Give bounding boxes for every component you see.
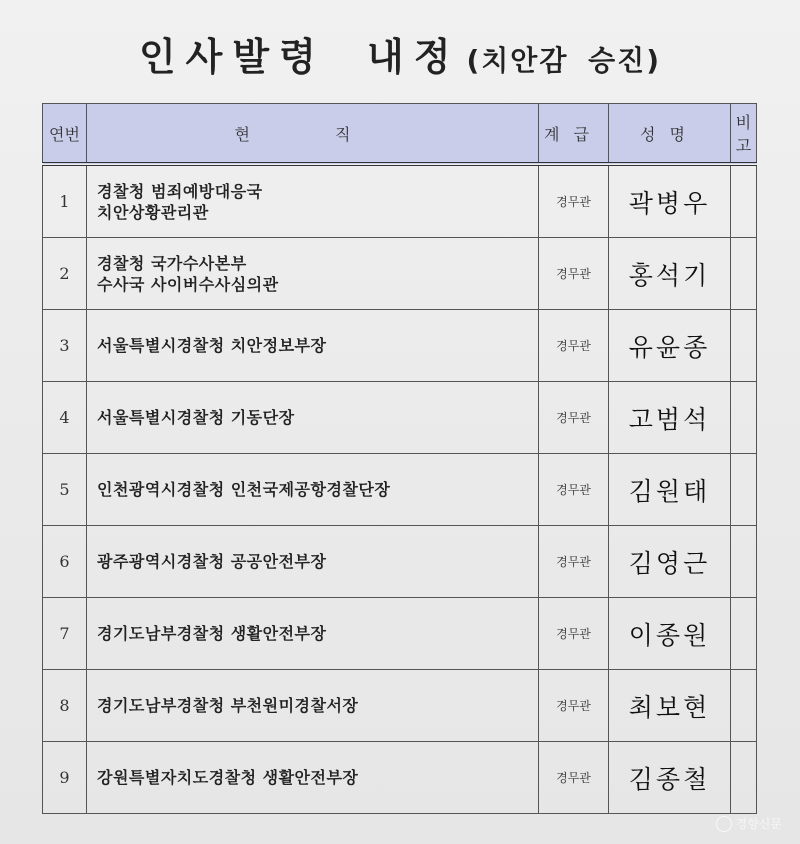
rank: 경무관 — [539, 164, 609, 238]
current-post — [87, 454, 539, 526]
table-row — [43, 526, 757, 598]
table-row — [43, 598, 757, 670]
row-number: 7 — [43, 598, 87, 670]
rank: 경무관 — [539, 670, 609, 742]
current-post — [87, 598, 539, 670]
current-post — [87, 742, 539, 814]
newspaper-logo-icon — [716, 816, 732, 832]
table-row — [43, 454, 757, 526]
appointment-table — [42, 103, 757, 814]
document-title — [0, 26, 800, 81]
note — [731, 742, 757, 814]
current-post — [87, 670, 539, 742]
header-no: 연번 — [43, 104, 87, 165]
person-name: 고범석 — [609, 382, 731, 454]
watermark-text: 경향신문 — [735, 817, 782, 831]
table-row — [43, 238, 757, 310]
rank: 경무관 — [539, 454, 609, 526]
rank: 경무관 — [539, 598, 609, 670]
current-post — [87, 164, 539, 238]
note — [731, 526, 757, 598]
person-name: 최보현 — [609, 670, 731, 742]
note — [731, 454, 757, 526]
table-header-row — [43, 104, 757, 165]
table-row — [43, 164, 757, 238]
person-name: 홍석기 — [609, 238, 731, 310]
watermark — [716, 815, 782, 832]
note — [731, 598, 757, 670]
current-post-line: 인천광역시경찰청 인천국제공항경찰단장 — [97, 480, 391, 499]
row-number: 8 — [43, 670, 87, 742]
table-row — [43, 742, 757, 814]
header-note: 비고 — [731, 104, 757, 165]
table-row — [43, 382, 757, 454]
rank: 경무관 — [539, 238, 609, 310]
header-post: 현 직 — [87, 104, 539, 165]
current-post-line: 서울특별시경찰청 기동단장 — [97, 408, 295, 427]
current-post-line: 강원특별자치도경찰청 생활안전부장 — [97, 768, 359, 787]
person-name: 김영근 — [609, 526, 731, 598]
header-rank: 계급 — [539, 104, 609, 165]
note — [731, 310, 757, 382]
row-number: 4 — [43, 382, 87, 454]
row-number: 3 — [43, 310, 87, 382]
current-post — [87, 238, 539, 310]
rank: 경무관 — [539, 526, 609, 598]
row-number: 1 — [43, 164, 87, 238]
table-row — [43, 310, 757, 382]
rank: 경무관 — [539, 382, 609, 454]
note — [731, 670, 757, 742]
table-row — [43, 670, 757, 742]
note — [731, 164, 757, 238]
row-number: 2 — [43, 238, 87, 310]
title-main: 인사발령 내정 — [138, 35, 461, 79]
person-name: 이종원 — [609, 598, 731, 670]
current-post — [87, 526, 539, 598]
current-post-line: 수사국 사이버수사심의관 — [97, 274, 279, 294]
note — [731, 238, 757, 310]
current-post-line: 치안상황관리관 — [97, 202, 209, 222]
row-number: 5 — [43, 454, 87, 526]
person-name: 유윤종 — [609, 310, 731, 382]
rank: 경무관 — [539, 742, 609, 814]
header-name: 성명 — [609, 104, 731, 165]
current-post — [87, 382, 539, 454]
note — [731, 382, 757, 454]
current-post-line: 경찰청 범죄예방대응국 — [97, 181, 263, 201]
title-sub: (치안감 승진) — [466, 44, 662, 77]
person-name: 김원태 — [609, 454, 731, 526]
current-post-line: 광주광역시경찰청 공공안전부장 — [97, 552, 327, 571]
current-post-line: 경기도남부경찰청 생활안전부장 — [97, 624, 327, 643]
row-number: 6 — [43, 526, 87, 598]
rank: 경무관 — [539, 310, 609, 382]
current-post — [87, 310, 539, 382]
current-post-line: 경찰청 국가수사본부 — [97, 253, 247, 273]
current-post-line: 경기도남부경찰청 부천원미경찰서장 — [97, 696, 359, 715]
person-name: 김종철 — [609, 742, 731, 814]
person-name: 곽병우 — [609, 164, 731, 238]
row-number: 9 — [43, 742, 87, 814]
current-post-line: 서울특별시경찰청 치안정보부장 — [97, 336, 327, 355]
